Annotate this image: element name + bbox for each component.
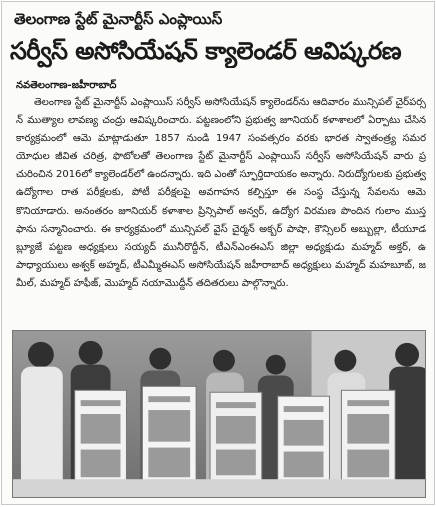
article-paragraph: తెలంగాణ స్టేట్ మైనార్టీస్ ఎంప్లాయిస్ సర్వీస్ అసోసియేషన్ క్యాలెండర్‌ను ఆదివారం మున్సిపల్ చైర్‌పర్సన్ ముత్యాల లావణ్య చంద్రు ఆవిష్కరించారు. పట్టణంలోని ప్రభుత్వ జూనియర్ కళాశాలలో ఏర్పాటు చేసిన కార్యక్రమంలో ఆమె మాట్లాడుతూ 1857 నుండి 1947 సంవత్సరం వరకు భారత స్వాతంత్ర్య సమర యోధుల జీవిత చరిత్ర, ఫొటోలతో తెలంగాణ స్టేట్ మైనార్టీస్ ఎంప్లాయిస్ సర్వీస్ అసోసియేషన్ వారు ప్రచురించిన 2016లో క్యాలెండర్‌లో ఉందన్నారు. ఇది ఎంతో స్ఫూర్తిదాయకం అన్నారు. నిరుద్యోగులకు ప్రభుత్వ ఉద్యోగాల రాత పరీక్షలకు, పోటీ పరీక్షలపై అవగాహన కల్పిస్తూ ఈ సంస్థ చేస్తున్న సేవలను ఆమె కొనియాడారు. అనంతరం జూనియర్ కళాశాల ప్రిన్సిపాల్ అన్వర్, ఉద్యోగ విరమణ పొందిన గులాం ముస్తఫాను సన్మానించారు. ఈ కార్యక్రమంలో మున్సిపల్ వైస్ చైర్మన్ అక్బర్ పాషా, కౌన్సిలర్ అబ్బుల్లా, టీయూడబ్ల్యూజే పట్టణ అధ్యక్షులు సయ్యద్ మునీరొద్దీన్, టీఎన్‌ఎంఈఎస్ జిల్లా అధ్యక్షుడు మహ్మద్ అక్తర్, ఉపాధ్యాయులు అశ్వక్ అహ్మద్, టీఎమ్మీఈఎస్ అసోసియేషన్ జహీరాబాద్ అధ్యక్షులు మహ్మద్ మహబూబ్, జమీల్, మహ్మద్ హఫీజ్, మొహ్మద్ నయామొద్దీన్ తదితరులు పాల్గొన్నారు.	[16, 97, 426, 289]
news-clipping	[1, 1, 435, 505]
article-kicker: తెలంగాణ స్టేట్ మైనార్టీస్ ఎంప్లాయిస్	[14, 10, 223, 28]
photo-illustration	[13, 331, 425, 497]
article-headline: సర్వీస్ అసోసియేషన్ క్యాలెండర్ ఆవిష్కరణ	[10, 37, 402, 65]
article-dateline: నవతెలంగాణ-జహీరాబాద్	[16, 80, 117, 91]
article-body	[16, 94, 426, 326]
article-photo	[12, 330, 426, 498]
photo-table	[13, 479, 425, 497]
